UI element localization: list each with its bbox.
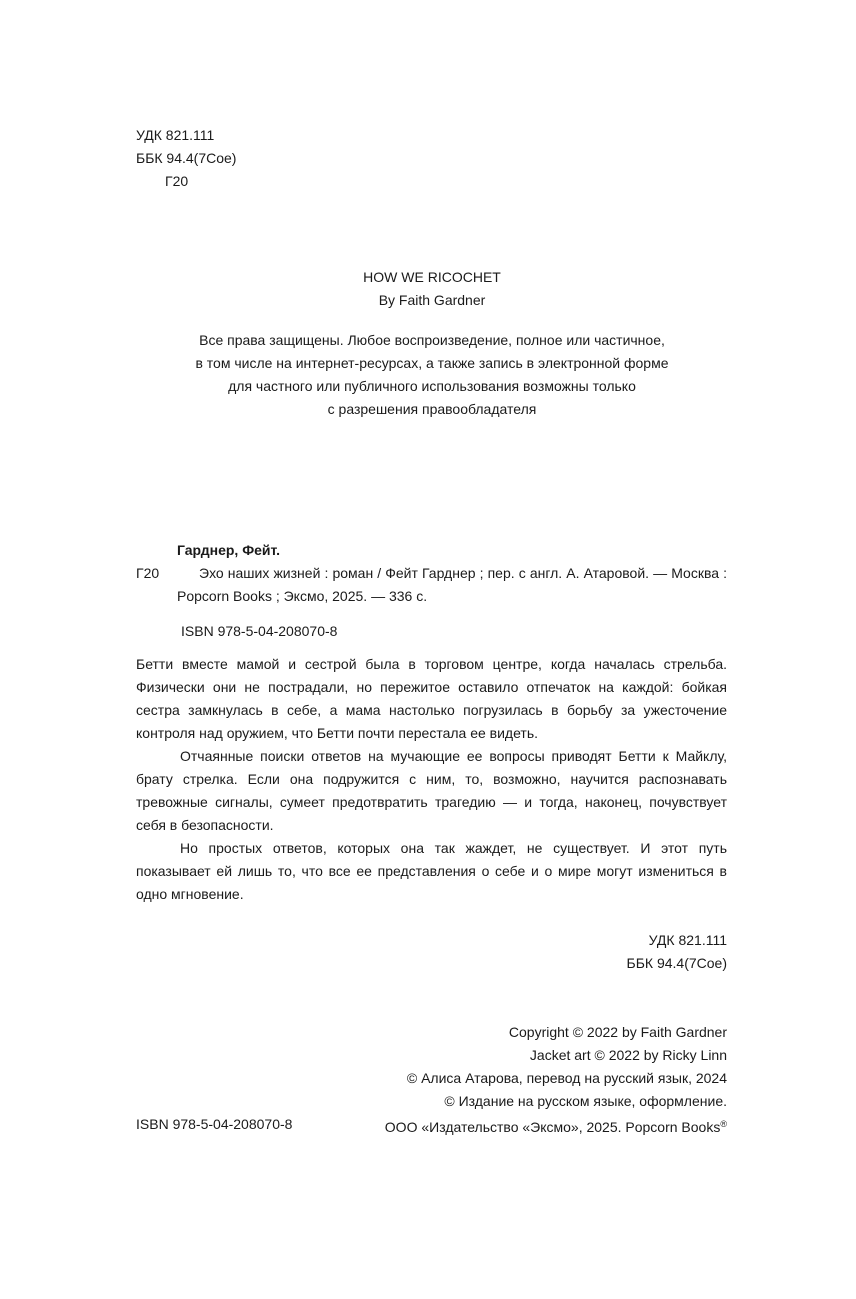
rights-notice-line-2: в том числе на интернет-ресурсах, а также запись в электронной форме: [195, 355, 669, 371]
copyright-line-1: Copyright © 2022 by Faith Gardner: [508, 1024, 727, 1040]
author-mark: Г20: [165, 173, 189, 189]
annotation-paragraph: Бетти вместе мамой и сестрой была в торговом центре, когда началась стрельба. Физически они не пострадали, но пережитое оставило отпечаток на каждой: бойкая сестра замкнулась в себе, а мама настолько погрузилась в борьбу за ужесточение контроля над оружием, что Бетти почти перестала ее видеть.: [136, 656, 727, 741]
copyright-line-4: © Издание на русском языке, оформление.: [444, 1093, 727, 1109]
copyright-line-3: © Алиса Атарова, перевод на русский язык, 2024: [406, 1070, 727, 1086]
description-text: Эхо наших жизней : роман / Фейт Гарднер ; пер. с англ. А. Атаровой. — Москва : Popcorn Books ; Эксмо, 2025. — 336 с.: [177, 565, 727, 604]
bibliographic-mark: Г20: [136, 565, 160, 581]
rights-notice-line-1: Все права защищены. Любое воспроизведение, полное или частичное,: [199, 332, 665, 348]
original-title: HOW WE RICOCHET: [363, 269, 501, 285]
footer-bbk-code: ББК 94.4(7Сое): [626, 955, 727, 971]
original-author: By Faith Gardner: [378, 292, 486, 308]
rights-notice-line-4: с разрешения правообладателя: [327, 401, 537, 417]
copyright-line-5: [300, 1113, 727, 1139]
annotation-paragraph: Но простых ответов, которых она так жаждет, не существует. И этот путь показывает ей лишь то, что все ее представления о себе и о мире могут измениться в одно мгновение.: [136, 840, 727, 902]
registered-mark: ®: [720, 1119, 727, 1129]
bbk-code: ББК 94.4(7Сое): [136, 150, 237, 166]
rights-notice-line-3: для частного или публичного использования возможны только: [228, 378, 636, 394]
footer-isbn: ISBN 978-5-04-208070-8: [136, 1116, 293, 1132]
bibliographic-isbn: ISBN 978-5-04-208070-8: [181, 623, 338, 639]
annotation: [136, 653, 727, 906]
copyright-line-2: Jacket art © 2022 by Ricky Linn: [529, 1047, 727, 1063]
footer-udk-code: УДК 821.111: [648, 932, 727, 948]
annotation-paragraph: Отчаянные поиски ответов на мучающие ее вопросы приводят Бетти к Майклу, брату стрелка. Если она подружится с ним, то, возможно, научится распознавать тревожные сигналы, сумеет предотвратить трагедию — и тогда, наконец, почувствует себя в безопасности.: [136, 748, 727, 833]
publisher-text: ООО «Издательство «Эксмо», 2025. Popcorn Books: [384, 1119, 721, 1135]
author-heading: Гарднер, Фейт.: [177, 542, 281, 558]
bibliographic-description: [177, 562, 727, 608]
udk-code: УДК 821.111: [136, 127, 215, 143]
